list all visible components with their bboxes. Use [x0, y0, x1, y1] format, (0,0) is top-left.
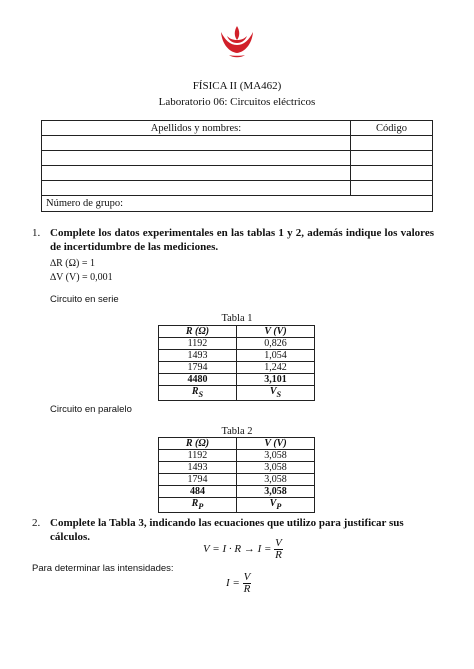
table2-cell: 3,058 — [237, 486, 315, 498]
student-names-table — [41, 120, 433, 212]
v-over-r-fraction — [243, 572, 252, 595]
q2-number: 2. — [32, 517, 41, 529]
delta-r: ∆R (Ω) = 1 — [50, 258, 96, 269]
table1-cell: 1,242 — [237, 362, 315, 374]
code-cell[interactable] — [351, 181, 433, 196]
university-logo — [216, 22, 258, 60]
table2-cell: 1794 — [159, 474, 237, 486]
table1-cell: 1,054 — [237, 350, 315, 362]
subscript: S — [276, 390, 282, 399]
name-cell[interactable] — [42, 151, 351, 166]
table2-cell: 1493 — [159, 462, 237, 474]
fraction-denominator: R — [275, 549, 282, 561]
name-cell[interactable] — [42, 136, 351, 151]
table2-footer-rp: $R_P$ — [159, 498, 237, 513]
table1-cell: 3,101 — [237, 374, 315, 386]
series-label: Circuito en serie — [50, 294, 119, 305]
fraction-denominator: R — [243, 583, 251, 595]
code-cell[interactable] — [351, 136, 433, 151]
code-cell[interactable] — [351, 166, 433, 181]
name-cell[interactable] — [42, 181, 351, 196]
table2-header-v: V (V) — [237, 438, 315, 450]
table1-cell: 4480 — [159, 374, 237, 386]
table2-cell: 3,058 — [237, 450, 315, 462]
table1-caption: Tabla 1 — [221, 313, 253, 324]
table1-cell: 1192 — [159, 338, 237, 350]
intensity-label: Para determinar las intensidades: — [32, 563, 174, 574]
names-header: Apellidos y nombres: — [42, 121, 351, 136]
table2-cell: 3,058 — [237, 462, 315, 474]
table2-cell: 1192 — [159, 450, 237, 462]
fraction-numerator: V — [275, 537, 282, 549]
subscript: P — [276, 502, 282, 511]
q1-number: 1. — [32, 227, 41, 239]
subscript: P — [198, 502, 204, 511]
fraction-numerator: V — [243, 571, 251, 583]
code-cell[interactable] — [351, 151, 433, 166]
equation-left: V = I · R → I = — [203, 543, 272, 556]
table1-footer-rs: $R_S$ — [159, 386, 237, 401]
equation-left: I = — [226, 577, 240, 590]
table2 — [158, 437, 315, 513]
v-over-r-fraction — [274, 538, 283, 561]
subscript: S — [198, 390, 204, 399]
q2-text: Complete la Tabla 3, indicando las ecuaciones que utilizo para justificar sus cálculos. — [50, 517, 404, 543]
table1 — [158, 325, 315, 401]
code-header: Código — [351, 121, 433, 136]
table2-footer-vp: $V_P$ — [237, 498, 315, 513]
course-title: FÍSICA II (MA462) — [192, 80, 282, 92]
table2-cell: 3,058 — [237, 474, 315, 486]
q1-text: Complete los datos experimentales en las tablas 1 y 2, además indique los valores de incertidumbre de las mediciones. — [50, 227, 434, 253]
table2-cell: 484 — [159, 486, 237, 498]
table1-cell: 1794 — [159, 362, 237, 374]
table1-cell: 0,826 — [237, 338, 315, 350]
name-cell[interactable] — [42, 166, 351, 181]
table2-header-r: R (Ω) — [159, 438, 237, 450]
delta-v: ∆V (V) = 0,001 — [50, 272, 113, 283]
intensity-equation — [226, 572, 251, 595]
table1-header-v: V (V) — [237, 326, 315, 338]
table2-caption: Tabla 2 — [221, 426, 253, 437]
ohm-equation — [203, 538, 283, 561]
group-number-field[interactable]: Número de grupo: — [42, 196, 433, 212]
table1-footer-vs: $V_S$ — [237, 386, 315, 401]
lab-title: Laboratorio 06: Circuitos eléctricos — [158, 96, 316, 108]
table1-header-r: R (Ω) — [159, 326, 237, 338]
parallel-label: Circuito en paralelo — [50, 404, 132, 415]
table1-cell: 1493 — [159, 350, 237, 362]
